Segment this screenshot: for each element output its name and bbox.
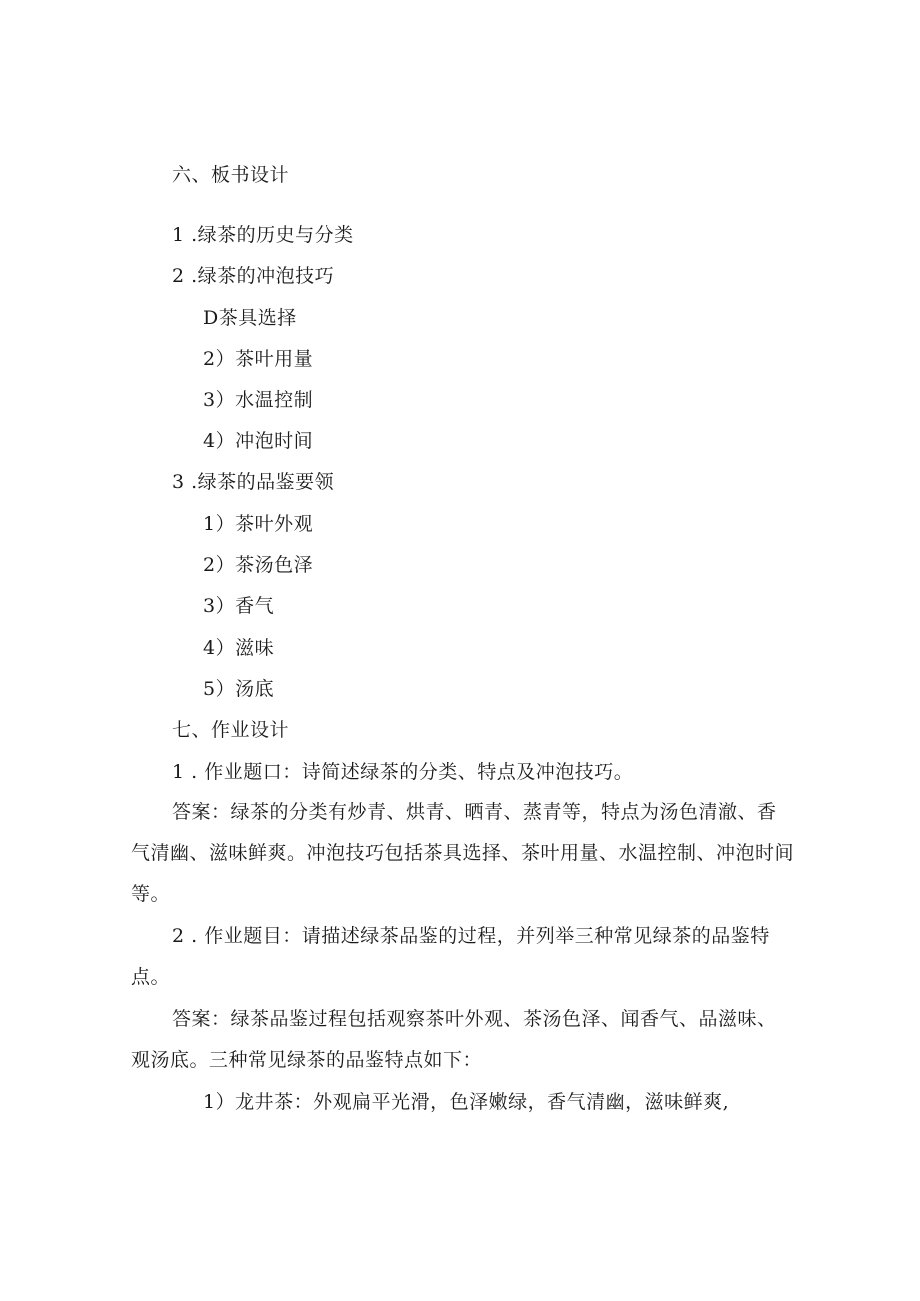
outline-item-2: 2 .绿茶的冲泡技巧 [172, 265, 335, 287]
outline-subitem: 3）水温控制 [203, 389, 314, 411]
outline-subitem: 1）茶叶外观 [203, 513, 314, 535]
outline-subitem: 4）滋味 [203, 637, 275, 659]
section-heading-homework: 七、作业设计 [172, 719, 290, 741]
section-heading-board-design: 六、板书设计 [172, 164, 290, 186]
tea-example-longjing: 1）龙井茶：外观扁平光滑，色泽嫩绿，香气清幽，滋味鲜爽, [203, 1091, 730, 1113]
outline-subitem: 2）茶叶用量 [203, 348, 314, 370]
outline-subitem: 3）香气 [203, 595, 275, 617]
outline-subitem: D茶具选择 [203, 307, 297, 329]
outline-item-3: 3 .绿茶的品鉴要领 [172, 471, 335, 493]
outline-subitem: 2）茶汤色泽 [203, 554, 314, 576]
homework-answer-2: 答案：绿茶品鉴过程包括观察茶叶外观、茶汤色泽、闻香气、品滋味、观汤底。三种常见绿茶的品鉴特点如下： [131, 1008, 777, 1071]
outline-subitem: 5）汤底 [203, 678, 275, 700]
homework-question-1: 1 . 作业题口：诗简述绿茶的分类、特点及冲泡技巧。 [172, 761, 634, 783]
outline-item-1: 1 .绿茶的历史与分类 [172, 224, 354, 246]
homework-answer-1: 答案：绿茶的分类有炒青、烘青、晒青、蒸青等，特点为汤色清澈、香气清幽、滋味鲜爽。冲泡技巧包括茶具选择、茶叶用量、水温控制、冲泡时间等。 [131, 801, 795, 905]
homework-question-2: 2 . 作业题目：请描述绿茶品鉴的过程，并列举三种常见绿茶的品鉴特点。 [131, 925, 770, 988]
outline-subitem: 4）冲泡时间 [203, 430, 314, 452]
